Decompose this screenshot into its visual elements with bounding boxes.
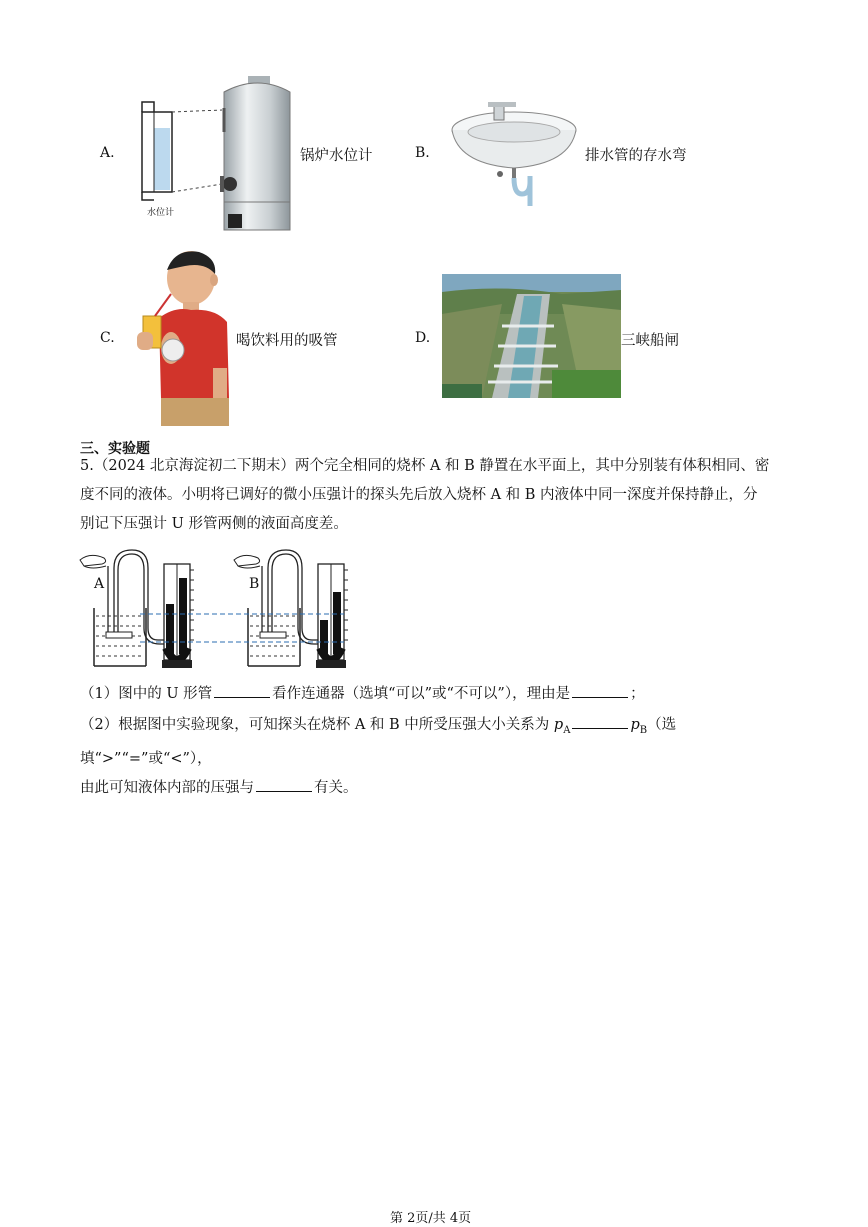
question-source: （2024 北京海淀初二下期末）: [93, 458, 295, 474]
pressure-gauge-experiment-figure: [78, 548, 363, 672]
q1-answer-blank-1[interactable]: [214, 683, 270, 698]
option-b-caption: 排水管的存水弯: [585, 148, 687, 164]
p-subscript-a: A: [563, 724, 571, 736]
option-a-letter: A.: [100, 145, 115, 161]
option-c-letter: C.: [100, 330, 115, 346]
q2-line-2: [80, 774, 800, 803]
question-number: 5.: [80, 458, 94, 474]
q2-answer-blank-2[interactable]: [256, 777, 312, 792]
boy-drinking-figure: [135, 248, 235, 426]
p-subscript-b: B: [639, 724, 648, 736]
q2-text-d: 有关。: [314, 779, 358, 796]
q2-answer-blank-1[interactable]: [572, 714, 628, 729]
question-line-2: 度不同的液体。小明将已调好的微小压强计的探头先后放入烧杯 A 和 B 内液体中同一深度并保持静止，分: [80, 487, 758, 503]
sub-question-1: [80, 680, 800, 709]
q1-text-a: （1）图中的 U 形管: [80, 686, 213, 702]
question-line-3: 别记下压强计 U 形管两侧的液面高度差。: [80, 516, 348, 532]
option-c-caption: 喝饮料用的吸管: [236, 333, 338, 349]
q1-text-c: ；: [630, 686, 645, 702]
question-5-stem: [80, 452, 790, 539]
q1-answer-blank-2[interactable]: [572, 683, 628, 698]
section-heading: 三、实验题: [80, 441, 150, 457]
beaker-a-label: A: [94, 576, 105, 592]
beaker-b-label: B: [249, 576, 260, 592]
page-footer: 第 2页/共 4页: [390, 1211, 472, 1226]
water-gauge-label: 水位计: [147, 208, 175, 218]
option-d-caption: 三峡船闸: [621, 333, 679, 349]
question-line-1: [80, 452, 790, 481]
option-b-letter: B.: [415, 145, 430, 161]
q2-text-a: （2）根据图中实验现象，可知探头在烧杯 A 和 B 中所受压强大小关系为: [80, 717, 550, 733]
sub-question-2: [80, 711, 800, 803]
option-a-caption: 锅炉水位计: [300, 148, 373, 164]
p-symbol: p: [630, 717, 640, 733]
p-symbol: p: [553, 717, 564, 733]
question-line-1-text: 两个完全相同的烧杯 A 和 B 静置在水平面上，其中分别装有体积相同、密: [294, 458, 770, 474]
three-gorges-lock-photo: [442, 274, 621, 398]
q1-text-b: 看作连通器（选填“可以”或“不可以”），理由是: [272, 686, 571, 702]
sink-trap-figure: [448, 98, 580, 210]
q2-text-c: 由此可知液体内部的压强与: [80, 779, 254, 796]
q2-line-1: [80, 711, 800, 774]
option-d-letter: D.: [415, 330, 431, 346]
q2-text-b: （选填“>”“=”或“<”），: [80, 717, 677, 767]
